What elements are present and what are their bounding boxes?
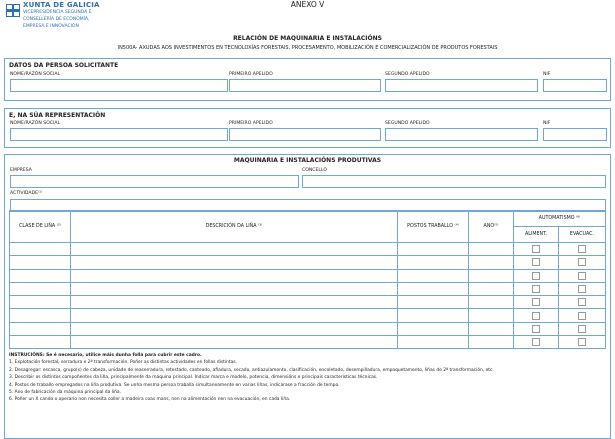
col-feed-header: ALIMENT. [514,227,559,243]
jobs-cell[interactable] [398,269,469,282]
form-title: RELACIÓN DE MAQUINARIA E INSTALACIÓNS [233,35,382,42]
description-cell[interactable] [71,282,398,295]
feed-cell[interactable] [514,282,559,295]
evac-cell[interactable] [559,269,606,282]
applicant-name-label: NOME/RAZÓN SOCIAL [10,72,61,77]
col-jobs-header: POSTOS TRABALLO ⁽⁴⁾ [398,211,469,243]
evac-cell[interactable] [559,282,606,295]
class-cell[interactable] [10,336,71,349]
feed-checkbox[interactable] [532,298,540,306]
applicant-nif-label: NIF [543,72,551,77]
col-description-header: DESCRICIÓN DA LIÑA ⁽³⁾ [71,211,398,243]
representative-surname2-field[interactable] [385,128,538,141]
feed-checkbox[interactable] [532,338,540,346]
feed-checkbox[interactable] [532,285,540,293]
evac-cell[interactable] [559,256,606,269]
machinery-heading: MAQUINARIA E INSTALACIÓNS PRODUTIVAS [233,157,382,164]
jobs-cell[interactable] [398,322,469,335]
representative-nif-field[interactable] [543,128,607,141]
table-row [10,243,606,256]
description-cell[interactable] [71,243,398,256]
representative-surname1-field[interactable] [229,128,381,141]
representative-section [4,108,611,148]
evac-checkbox[interactable] [578,272,586,280]
evac-cell[interactable] [559,243,606,256]
table-row [10,269,606,282]
year-cell[interactable] [469,243,514,256]
feed-checkbox[interactable] [532,258,540,266]
representative-heading: E, NA SÚA REPRESENTACIÓN [9,112,106,119]
feed-checkbox[interactable] [532,312,540,320]
evac-cell[interactable] [559,336,606,349]
evac-checkbox[interactable] [578,258,586,266]
year-cell[interactable] [469,282,514,295]
feed-cell[interactable] [514,243,559,256]
org-line-1: XUNTA DE GALICIA [23,1,100,9]
class-cell[interactable] [10,296,71,309]
year-cell[interactable] [469,336,514,349]
class-cell[interactable] [10,269,71,282]
table-row [10,336,606,349]
machinery-table [9,210,606,349]
evac-checkbox[interactable] [578,285,586,293]
jobs-cell[interactable] [398,296,469,309]
year-cell[interactable] [469,256,514,269]
year-cell[interactable] [469,269,514,282]
representative-name-field[interactable] [10,128,228,141]
class-cell[interactable] [10,309,71,322]
year-cell[interactable] [469,322,514,335]
representative-surname2-label: SEGUNDO APELIDO [385,121,430,126]
table-row [10,322,606,335]
table-row [10,282,606,295]
applicant-name-field[interactable] [10,79,228,92]
council-label: CONCELLO [302,168,327,173]
table-row [10,296,606,309]
feed-checkbox[interactable] [532,245,540,253]
instruction-intro: INSTRUCIÓNS: Se é necesario, utilice máis dunha folla para cubrir este cadro. [9,353,202,358]
representative-name-label: NOME/RAZÓN SOCIAL [10,121,61,126]
instruction-2: 2. Desagregar: escasca, grupo(s) de cabeza, unidade de reaserradura, retestado, canteado, afiadura, secado, antiazulamento, clasificación, encoletado, desempilladura, empaquetamento, liñas de 2ª transformación, etc. [9,367,494,373]
org-line-3: CONSELLERÍA DE ECONOMÍA, [23,17,90,22]
description-cell[interactable] [71,322,398,335]
feed-checkbox[interactable] [532,325,540,333]
jobs-cell[interactable] [398,256,469,269]
evac-checkbox[interactable] [578,312,586,320]
feed-cell[interactable] [514,256,559,269]
feed-cell[interactable] [514,269,559,282]
feed-cell[interactable] [514,322,559,335]
class-cell[interactable] [10,322,71,335]
representative-surname1-label: PRIMEIRO APELIDO [229,121,273,126]
org-line-2: VICEPRESIDENCIA SEGUNDA E [23,10,92,15]
feed-cell[interactable] [514,336,559,349]
feed-cell[interactable] [514,296,559,309]
col-evac-header: EVACUAC. [559,227,606,243]
company-label: EMPRESA [10,168,32,173]
council-field[interactable] [302,175,606,188]
activity-label: ACTIVIDADE⁽¹⁾ [10,191,43,196]
form-subtitle: IN500A- AXUDAS AOS INVESTIMENTOS EN TECNOLOXÍAS FORESTAIS, PROCESAMENTO, MOBILIZACIÓN E COMERCIALIZACIÓN DE PRODUTOS FORESTAIS [117,45,498,51]
feed-checkbox[interactable] [532,272,540,280]
jobs-cell[interactable] [398,336,469,349]
description-cell[interactable] [71,336,398,349]
evac-checkbox[interactable] [578,338,586,346]
instruction-6: 6. Poñer un X cando o operario non necesita coller a madeira coas mans, nen na alimentación nen na evacuación, en cada liña. [9,397,291,403]
representative-nif-label: NIF [543,121,551,126]
class-cell[interactable] [10,256,71,269]
class-cell[interactable] [10,243,71,256]
evac-checkbox[interactable] [578,245,586,253]
description-cell[interactable] [71,296,398,309]
feed-cell[interactable] [514,309,559,322]
col-class-header: CLASE DE LIÑA ⁽²⁾ [10,211,71,243]
year-cell[interactable] [469,296,514,309]
evac-checkbox[interactable] [578,325,586,333]
description-cell[interactable] [71,269,398,282]
col-year-header: ANO⁽⁵⁾ [469,211,514,243]
instruction-3: 3. Describir os distintos compoñentes da liña, principalmente da máquina principal. Indicar marca e modelo, potencia, dimensións e principais características técnicas. [9,375,378,381]
jobs-cell[interactable] [398,309,469,322]
instruction-5: 5. Ano de fabricación da máquina principal da liña. [9,390,121,396]
evac-cell[interactable] [559,309,606,322]
table-row [10,256,606,269]
org-line-4: EMPRESA E INNOVACIÓN [23,24,79,29]
applicant-surname2-field[interactable] [385,79,538,92]
evac-cell[interactable] [559,296,606,309]
applicant-surname1-label: PRIMEIRO APELIDO [229,72,273,77]
instruction-4: 4. Postos de traballo empregados na liña produtiva. Se unha mesma persoa traballa simultaneamente en varias liñas, indicarase a fracción de tempo. [9,382,340,388]
year-cell[interactable] [469,309,514,322]
class-cell[interactable] [10,282,71,295]
applicant-section [4,58,611,101]
col-automation-header: AUTOMATISMO ⁽⁶⁾ [514,211,606,227]
description-cell[interactable] [71,309,398,322]
instructions [9,352,609,404]
applicant-surname2-label: SEGUNDO APELIDO [385,72,430,77]
applicant-surname1-field[interactable] [229,79,381,92]
jobs-cell[interactable] [398,243,469,256]
evac-checkbox[interactable] [578,298,586,306]
instruction-1: 1. Explotación forestal, serradura e 2ª transformación. Poñer as distintas actividades en follas distintas. [9,360,237,366]
company-field[interactable] [10,175,299,188]
applicant-nif-field[interactable] [543,79,607,92]
applicant-heading: DATOS DA PERSOA SOLICITANTE [9,62,119,69]
annex-title: ANEXO V [290,0,325,9]
evac-cell[interactable] [559,322,606,335]
table-row [10,309,606,322]
description-cell[interactable] [71,256,398,269]
jobs-cell[interactable] [398,282,469,295]
